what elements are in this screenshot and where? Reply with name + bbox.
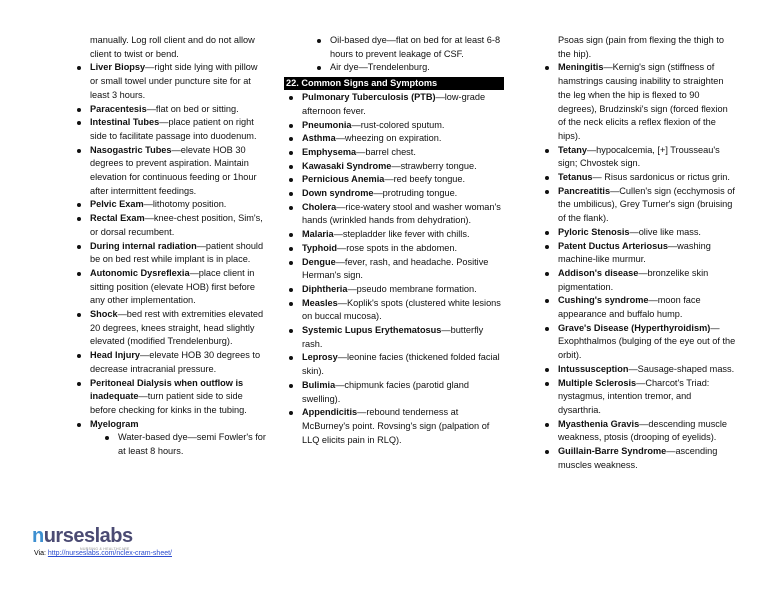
logo-tagline: NURSING & HEALTHCARE (80, 547, 130, 551)
list-item (284, 160, 504, 174)
term: Measles (302, 297, 338, 308)
list-item (540, 226, 736, 240)
term: Appendicitis (302, 407, 358, 418)
list-item (72, 34, 268, 61)
description: —bed rest with extremities elevated 20 degrees, knees straight, head slightly elevated (modified Trendelenburg). (90, 309, 264, 347)
list-item (72, 144, 268, 199)
term: Intestinal Tubes (90, 117, 160, 128)
via-label: Via: (34, 550, 48, 557)
list-item (284, 324, 504, 351)
list-item (72, 240, 268, 267)
signs-symptoms-list (284, 91, 504, 447)
term: Nasogastric Tubes (90, 144, 172, 155)
description: —wheezing on expiration. (335, 133, 442, 144)
list-item (540, 418, 736, 445)
description: —pseudo membrane formation. (347, 283, 477, 294)
term: Addison's disease (558, 267, 639, 278)
list-item (284, 34, 504, 61)
term: Peritoneal Dialysis when outflow is inadequate (90, 377, 244, 402)
column-left (72, 34, 268, 459)
list-item (284, 91, 504, 118)
list-item (540, 171, 736, 185)
myelogram-continued-list (284, 34, 504, 75)
list-item (284, 187, 504, 201)
source-credit (34, 550, 172, 557)
term: Diphtheria (302, 283, 348, 294)
description: —patient should be on bed rest while implant is in place. (90, 240, 264, 265)
description: —Exophthalmos (bulging of the eye out of the orbit). (558, 322, 736, 361)
positioning-list (72, 34, 268, 459)
list-item (284, 379, 504, 406)
term: Myelogram (90, 418, 139, 429)
term: Dengue (302, 256, 336, 267)
description: —right side lying with pillow or small towel under puncture site for at least 3 hours. (90, 62, 258, 100)
term: Leprosy (302, 352, 338, 363)
column-right (540, 34, 736, 473)
description: —bronzelike skin pigmentation. (558, 267, 709, 292)
section-header: 22. Common Signs and Symptoms (284, 77, 504, 90)
term: Tetanus (558, 172, 593, 183)
description: —place patient on right side to facilitate passage into duodenum. (90, 117, 257, 141)
list-item (540, 34, 736, 61)
list-item (540, 377, 736, 418)
list-item (72, 418, 268, 432)
description: —rust-colored sputum. (351, 119, 445, 130)
term: Patent Ductus Arteriosus (558, 240, 668, 251)
term: Cushing's syndrome (558, 295, 649, 306)
description: —rose spots in the abdomen. (337, 242, 458, 253)
description: —stepladder like fever with chills. (333, 229, 470, 240)
term: Kawasaki Syndrome (302, 160, 392, 171)
term: During internal radiation (90, 240, 197, 251)
description: —elevate HOB 30 degrees to prevent aspiration. Maintain elevation for continuous feeding or 1hour after intermittent feedings. (90, 144, 257, 196)
term: Rectal Exam (90, 213, 145, 224)
list-item (284, 146, 504, 160)
list-item (540, 267, 736, 294)
list-item (72, 349, 268, 376)
description: —place client in sitting position (elevate HOB) first before any other implementation. (90, 267, 255, 306)
list-item (284, 283, 504, 297)
term: Malaria (302, 229, 334, 240)
description: Air dye—Trendelenburg. (330, 62, 430, 73)
list-item (72, 431, 268, 458)
description: Oil-based dye—flat on bed for at least 6-8 hours to prevent leakage of CSF. (330, 35, 501, 59)
list-item (540, 294, 736, 321)
term: Liver Biopsy (90, 62, 146, 73)
term: Asthma (302, 133, 336, 144)
description: —barrel chest. (356, 146, 416, 157)
description: Water-based dye—semi Fowler's for at least 8 hours. (118, 432, 266, 457)
list-item (540, 363, 736, 377)
description: —washing machine-like murmur. (558, 240, 711, 265)
list-item (284, 119, 504, 133)
term: Multiple Sclerosis (558, 377, 637, 388)
description: manually. Log roll client and do not allow client to twist or bend. (90, 35, 255, 59)
list-item (284, 228, 504, 242)
term: Grave's Disease (Hyperthyroidism) (558, 322, 711, 333)
list-item (540, 322, 736, 363)
term: Myasthenia Gravis (558, 418, 640, 429)
term: Paracentesis (90, 103, 147, 114)
list-item (72, 61, 268, 102)
signs-symptoms-list-continued (540, 34, 736, 473)
column-middle (284, 34, 504, 447)
term: Pernicious Anemia (302, 174, 385, 185)
list-item (284, 351, 504, 378)
list-item (72, 116, 268, 143)
description: —Koplik's spots (clustered white lesions on buccal mucosa). (302, 297, 501, 322)
description: —Kernig's sign (stiffness of hamstrings causing inability to straighten the leg when the hip is flexed to 90 degrees), Brudzinski's sign (forced flexion of the neck elicits a reflex flexion of the hips). (558, 62, 728, 141)
description: —chipmunk facies (parotid gland swelling). (302, 379, 469, 404)
description: —lithotomy position. (143, 199, 227, 210)
term: Meningitis (558, 62, 604, 73)
list-item (284, 242, 504, 256)
description: —Cullen's sign (ecchymosis of the umbilicus), Grey Turner's sign (bruising of the flank). (558, 185, 735, 224)
description: —descending muscle weakness, ptosis (drooping of eyelids). (558, 418, 728, 443)
term: Autonomic Dysreflexia (90, 267, 190, 278)
list-item (540, 185, 736, 226)
description: —knee-chest position, Sim's, or dorsal recumbent. (90, 213, 263, 237)
term: Tetany (558, 144, 587, 155)
description: —Charcot's Triad: nystagmus, intention tremor, and dysarthria. (558, 377, 710, 415)
term: Bulimia (302, 379, 336, 390)
description: —leonine facies (thickened folded facial skin). (302, 352, 500, 377)
source-link[interactable]: http://nurseslabs.com/nclex-cram-sheet/ (47, 550, 172, 557)
term: Pneumonia (302, 119, 352, 130)
term: Pelvic Exam (90, 199, 144, 210)
term: Systemic Lupus Erythematosus (302, 325, 442, 336)
description: —Sausage-shaped mass. (628, 363, 735, 374)
description: —fever, rash, and headache. Positive Herman's sign. (302, 256, 489, 281)
description: —red beefy tongue. (384, 174, 466, 185)
description: —low-grade afternoon fever. (302, 92, 486, 116)
term: Pulmonary Tuberculosis (PTB) (302, 92, 436, 103)
list-item (540, 144, 736, 171)
list-item (284, 256, 504, 283)
description: Psoas sign (pain from flexing the thigh to the hip). (558, 35, 724, 59)
description: —rice-watery stool and washer woman's hands (wrinkled hands from dehydration). (302, 201, 501, 226)
list-item (284, 201, 504, 228)
description: —rebound tenderness at McBurney's point. Rovsing's sign (palpation of LLQ elicits pain in RLQ). (302, 407, 490, 445)
list-item (72, 103, 268, 117)
term: Guillain-Barre Syndrome (558, 446, 667, 457)
list-item (540, 445, 736, 472)
term: Intussusception (558, 363, 629, 374)
list-item (284, 406, 504, 447)
term: Head Injury (90, 350, 141, 361)
list-item (72, 377, 268, 418)
list-item (540, 61, 736, 143)
list-item (284, 132, 504, 146)
term: Down syndrome (302, 188, 374, 199)
list-item (540, 240, 736, 267)
list-item (284, 297, 504, 324)
term: Pancreatitis (558, 185, 611, 196)
description: —flat on bed or sitting. (146, 103, 239, 114)
term: Shock (90, 309, 118, 320)
list-item (72, 308, 268, 349)
list-item (72, 212, 268, 239)
description: —strawberry tongue. (391, 160, 477, 171)
description: —protruding tongue. (373, 188, 458, 199)
list-item (284, 61, 504, 75)
list-item (72, 198, 268, 212)
description: —turn patient side to side before checking for kinks in the tubing. (90, 391, 247, 415)
description: —butterfly rash. (302, 325, 484, 349)
term: Pyloric Stenosis (558, 226, 630, 237)
list-item (284, 173, 504, 187)
nurseslabs-logo: nurseslabs (32, 525, 133, 547)
list-item (72, 267, 268, 308)
term: Typhoid (302, 242, 338, 253)
description: —moon face appearance and buffalo hump. (558, 295, 701, 320)
description: — Risus sardonicus or rictus grin. (592, 172, 730, 183)
term: Cholera (302, 201, 337, 212)
description: —hypocalcemia, [+] Trousseau's sign; Chvostek sign. (558, 144, 720, 169)
term: Emphysema (302, 146, 357, 157)
description: —olive like mass. (629, 226, 701, 237)
description: —ascending muscles weakness. (558, 446, 718, 470)
description: —elevate HOB 30 degrees to decrease intracranial pressure. (90, 350, 261, 374)
